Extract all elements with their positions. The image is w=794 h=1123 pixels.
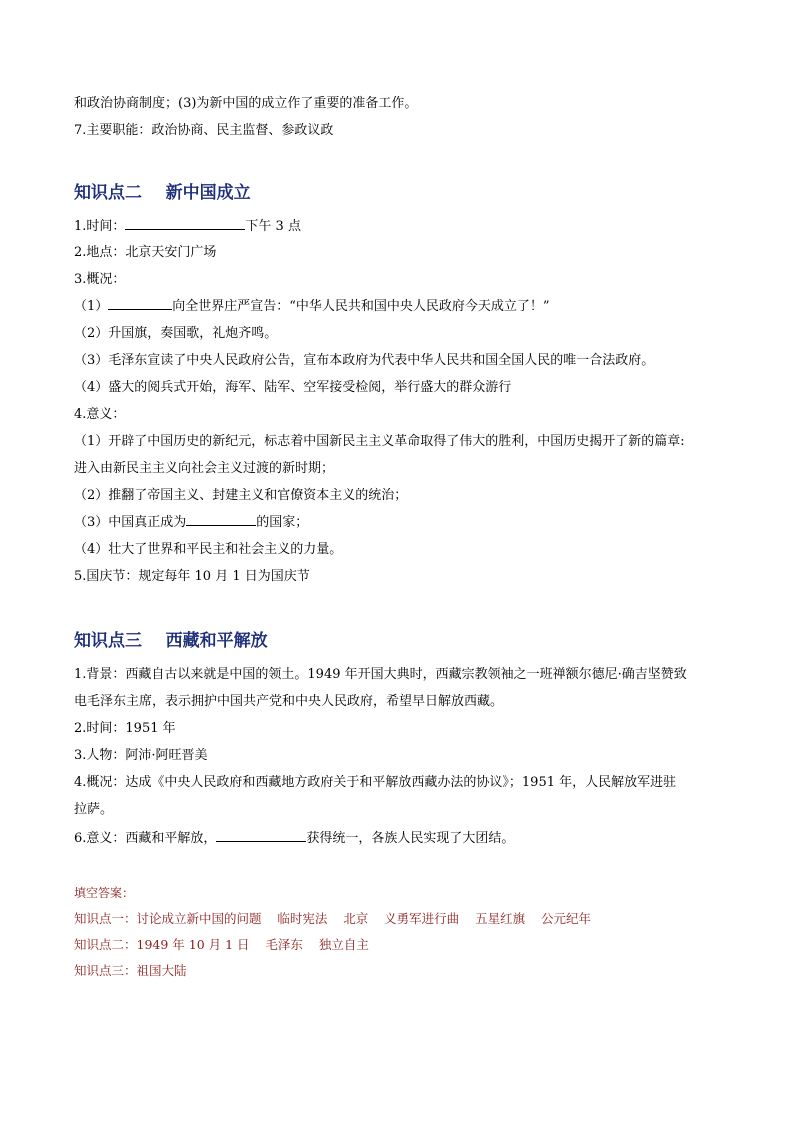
intro-line-1: 和政治协商制度；(3)为新中国的成立作了重要的准备工作。 — [74, 96, 418, 111]
s2-o1-prefix: （1） — [74, 299, 109, 314]
s2-place: 2.地点：北京天安门广场 — [74, 245, 217, 260]
s3-meaning — [74, 826, 514, 852]
s2-national-day: 5.国庆节：规定每年 10 月 1 日为国庆节 — [74, 569, 310, 584]
s2-m3-prefix: （3）中国真正成为 — [74, 515, 187, 530]
answers-section-2: 知识点二：1949 年 10 月 1 日 毛泽东 独立自主 — [74, 937, 369, 952]
s2-time — [74, 214, 301, 240]
s3-background-2: 电毛泽东主席，表示拥护中国共产党和中央人民政府，希望早日解放西藏。 — [74, 694, 504, 709]
s2-time-label: 1.时间： — [74, 219, 126, 234]
s2-m3-blank[interactable] — [186, 511, 256, 526]
section-3-title: 知识点三 西藏和平解放 — [74, 631, 268, 651]
s2-meaning-2: （2）推翻了帝国主义、封建主义和官僚资本主义的统治； — [74, 488, 408, 503]
s3-meaning-suffix: 获得统一，各族人民实现了大团结。 — [306, 831, 515, 846]
s3-time: 2.时间：1951 年 — [74, 721, 176, 736]
s2-meaning-4: （4）壮大了世界和平民主和社会主义的力量。 — [74, 542, 343, 557]
answers-heading: 填空答案： — [74, 886, 135, 900]
s2-meaning-1b: 进入由新民主主义向社会主义过渡的新时期； — [74, 461, 335, 476]
s3-overview-2: 拉萨。 — [74, 802, 114, 817]
s3-meaning-blank[interactable] — [216, 827, 306, 842]
s2-time-blank[interactable] — [125, 215, 245, 230]
s2-meaning-label: 4.意义： — [74, 407, 126, 422]
s2-overview-3: （3）毛泽东宣读了中央人民政府公告，宣布本政府为代表中华人民共和国全国人民的唯一合法政府。 — [74, 353, 655, 368]
s3-overview-1: 4.概况：达成《中央人民政府和西藏地方政府关于和平解放西藏办法的协议》；1951 年，人民解放军进驻 — [74, 775, 677, 790]
s2-m3-suffix: 的国家； — [256, 515, 309, 530]
s3-meaning-prefix: 6.意义：西藏和平解放， — [74, 831, 217, 846]
s3-background-1: 1.背景：西藏自古以来就是中国的领土。1949 年开国大典时，西藏宗教领袖之一班禅额尔德尼·确吉坚赞致 — [74, 667, 687, 682]
s2-meaning-1a: （1）开辟了中国历史的新纪元，标志着中国新民主主义革命取得了伟大的胜利，中国历史揭开了新的篇章: — [74, 434, 685, 449]
s2-meaning-3 — [74, 510, 308, 536]
s2-o1-text: 向全世界庄严宣告：“中华人民共和国中央人民政府今天成立了！” — [172, 299, 550, 314]
s2-overview-2: （2）升国旗，奏国歌，礼炮齐鸣。 — [74, 326, 278, 341]
s2-overview-4: （4）盛大的阅兵式开始，海军、陆军、空军接受检阅，举行盛大的群众游行 — [74, 380, 512, 395]
s2-overview-label: 3.概况： — [74, 272, 126, 287]
s3-person: 3.人物：阿沛·阿旺晋美 — [74, 748, 208, 763]
answers-section-3: 知识点三：祖国大陆 — [74, 963, 187, 978]
s2-overview-1 — [74, 294, 550, 320]
s2-time-suffix: 下午 3 点 — [245, 219, 301, 234]
section-2-title: 知识点二 新中国成立 — [74, 183, 251, 203]
intro-line-2: 7.主要职能：政治协商、民主监督、参政议政 — [74, 123, 334, 138]
answers-section-1: 知识点一：讨论成立新中国的问题 临时宪法 北京 义勇军进行曲 五星红旗 公元纪年 — [74, 911, 591, 926]
s2-o1-blank[interactable] — [108, 295, 172, 310]
